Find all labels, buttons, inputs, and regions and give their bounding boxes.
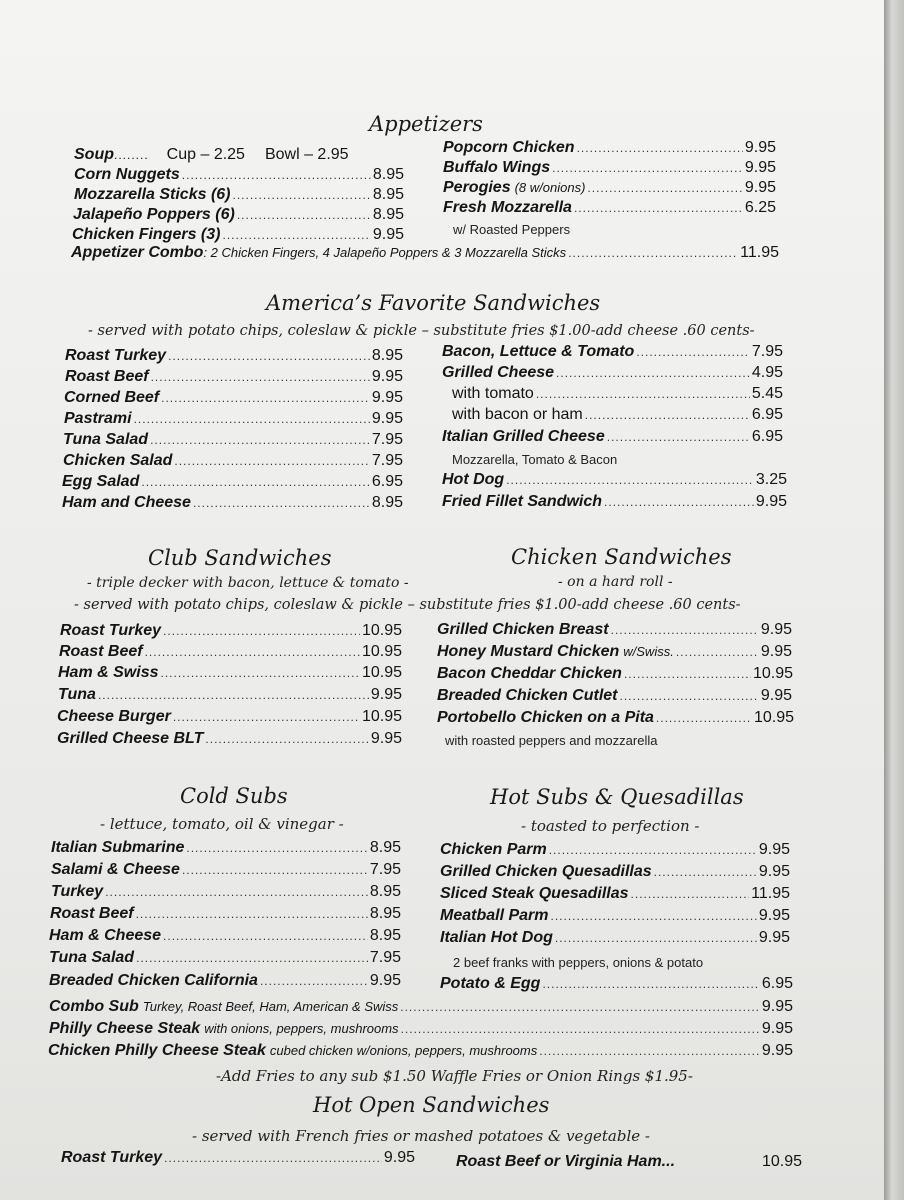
menu-item: Egg Salad ..... 6.95: [62, 473, 403, 494]
shared-subnote: - served with potato chips, coleslaw & pickle – substitute fries $1.00-add cheese .60 cents-: [74, 597, 741, 613]
menu-item: Tuna ..... 9.95: [58, 686, 402, 707]
open-sandwiches-subnote: - served with French fries or mashed potatoes & vegetable -: [192, 1127, 650, 1145]
club-subnote: - triple decker with bacon, lettuce & tomato -: [87, 575, 409, 591]
menu-item: Roast Beef ..... 8.95: [50, 905, 401, 926]
menu-item: with bacon or ham ..... 6.95: [452, 406, 783, 427]
menu-item: Turkey ..... 8.95: [51, 883, 401, 904]
fries-note: -Add Fries to any sub $1.50 Waffle Fries or Onion Rings $1.95-: [216, 1067, 693, 1085]
menu-item: Breaded Chicken Cutlet ..... 9.95: [437, 687, 792, 708]
open-sandwiches-heading: Hot Open Sandwiches: [313, 1093, 550, 1117]
menu-item: Ham & Swiss ..... 10.95: [58, 664, 402, 685]
menu-item: Sliced Steak Quesadillas ..... 11.95: [440, 885, 790, 906]
menu-item: Honey Mustard Chicken w/Swiss. ..... 9.95: [437, 643, 792, 664]
menu-item: Jalapeño Poppers (6) ..... 8.95: [73, 206, 404, 227]
menu-item: Pastrami ..... 9.95: [64, 410, 403, 431]
soup-row: [74, 146, 369, 164]
menu-item: Chicken Philly Cheese Steak cubed chicken w/onions, peppers, mushrooms ..... 9.95: [48, 1042, 793, 1063]
item-note: 2 beef franks with peppers, onions & potato: [453, 955, 704, 970]
soup-dots: ........: [114, 148, 149, 162]
soup-cup: Cup – 2.25: [166, 146, 245, 163]
menu-item: Fresh Mozzarella ..... 6.25: [443, 199, 776, 220]
menu-item: Ham and Cheese ..... 8.95: [62, 494, 403, 515]
menu-item: Roast Turkey ..... 9.95: [61, 1149, 415, 1170]
page-edge: [884, 0, 904, 1200]
soup-bowl: Bowl – 2.95: [264, 146, 349, 163]
menu-item: Chicken Parm ..... 9.95: [440, 841, 790, 862]
menu-item: with tomato ..... 5.45: [452, 385, 783, 406]
menu-item: Grilled Cheese ..... 4.95: [442, 364, 783, 385]
menu-item: Mozzarella Sticks (6) ..... 8.95: [74, 186, 404, 207]
menu-item: Fried Fillet Sandwich ..... 9.95: [442, 493, 787, 514]
soup-name: Soup: [74, 146, 114, 163]
menu-item: Bacon Cheddar Chicken ..... 10.95: [437, 665, 793, 686]
menu-item: Corn Nuggets ..... 8.95: [74, 166, 404, 187]
item-note: with roasted peppers and mozzarella: [445, 733, 658, 748]
menu-item: Roast Beef ..... 10.95: [59, 643, 402, 664]
menu-item: Italian Grilled Cheese ..... 6.95: [442, 428, 783, 449]
favorites-heading: America’s Favorite Sandwiches: [266, 291, 601, 315]
menu-item: Potato & Egg ..... 6.95: [440, 975, 793, 996]
menu-item: Philly Cheese Steak with onions, peppers, mushrooms ..... 9.95: [49, 1020, 793, 1041]
menu-item: Bacon, Lettuce & Tomato ..... 7.95: [442, 343, 783, 364]
hot-subs-subnote: - toasted to perfection -: [521, 817, 700, 835]
chicken-subnote: - on a hard roll -: [558, 574, 673, 590]
menu-item: Grilled Chicken Breast ..... 9.95: [437, 621, 792, 642]
menu-item: Tuna Salad ..... 7.95: [63, 431, 403, 452]
menu-item: Cheese Burger ..... 10.95: [57, 708, 402, 729]
appetizer-combo-row: Appetizer Combo : 2 Chicken Fingers, 4 Jalapeño Poppers & 3 Mozzarella Sticks ..... 11.95: [71, 244, 779, 265]
chicken-heading: Chicken Sandwiches: [511, 545, 732, 569]
menu-item: Popcorn Chicken ..... 9.95: [443, 139, 776, 160]
appetizers-heading: Appetizers: [369, 112, 483, 136]
menu-item: Tuna Salad ..... 7.95: [49, 949, 401, 970]
menu-item: Roast Beef or Virginia Ham... 10.95: [456, 1153, 802, 1170]
menu-item: Chicken Salad ..... 7.95: [63, 452, 403, 473]
menu-item: Salami & Cheese ..... 7.95: [51, 861, 401, 882]
menu-item: Corned Beef ..... 9.95: [64, 389, 403, 410]
cold-subs-subnote: - lettuce, tomato, oil & vinegar -: [100, 815, 344, 833]
menu-item: Meatball Parm ..... 9.95: [440, 907, 790, 928]
menu-item: Hot Dog ..... 3.25: [442, 471, 787, 492]
menu-item: Breaded Chicken California ..... 9.95: [49, 972, 401, 993]
menu-item: Roast Turkey ..... 8.95: [65, 347, 403, 368]
menu-item: Grilled Cheese BLT ..... 9.95: [57, 730, 402, 751]
menu-item: Italian Submarine ..... 8.95: [51, 839, 401, 860]
menu-item: Ham & Cheese ..... 8.95: [49, 927, 401, 948]
menu-item: Roast Turkey ..... 10.95: [60, 622, 402, 643]
item-note: w/ Roasted Peppers: [453, 222, 571, 237]
menu-item: Perogies (8 w/onions) ..... 9.95: [443, 179, 776, 200]
menu-item: Italian Hot Dog ..... 9.95: [440, 929, 790, 950]
menu-item: Portobello Chicken on a Pita ..... 10.95: [437, 709, 794, 730]
menu-item: Combo Sub Turkey, Roast Beef, Ham, American & Swiss ..... 9.95: [49, 998, 793, 1019]
menu-item: Buffalo Wings ..... 9.95: [443, 159, 776, 180]
item-note: Mozzarella, Tomato & Bacon: [452, 452, 618, 467]
cold-subs-heading: Cold Subs: [180, 784, 288, 808]
favorites-subnote: - served with potato chips, coleslaw & pickle – substitute fries $1.00-add cheese .60 cents-: [88, 323, 755, 339]
menu-item: Grilled Chicken Quesadillas ..... 9.95: [440, 863, 790, 884]
hot-subs-heading: Hot Subs & Quesadillas: [490, 785, 744, 809]
club-heading: Club Sandwiches: [148, 546, 332, 570]
menu-item: Roast Beef ..... 9.95: [65, 368, 403, 389]
menu-item: Chicken Fingers (3) ..... 9.95: [72, 226, 404, 247]
